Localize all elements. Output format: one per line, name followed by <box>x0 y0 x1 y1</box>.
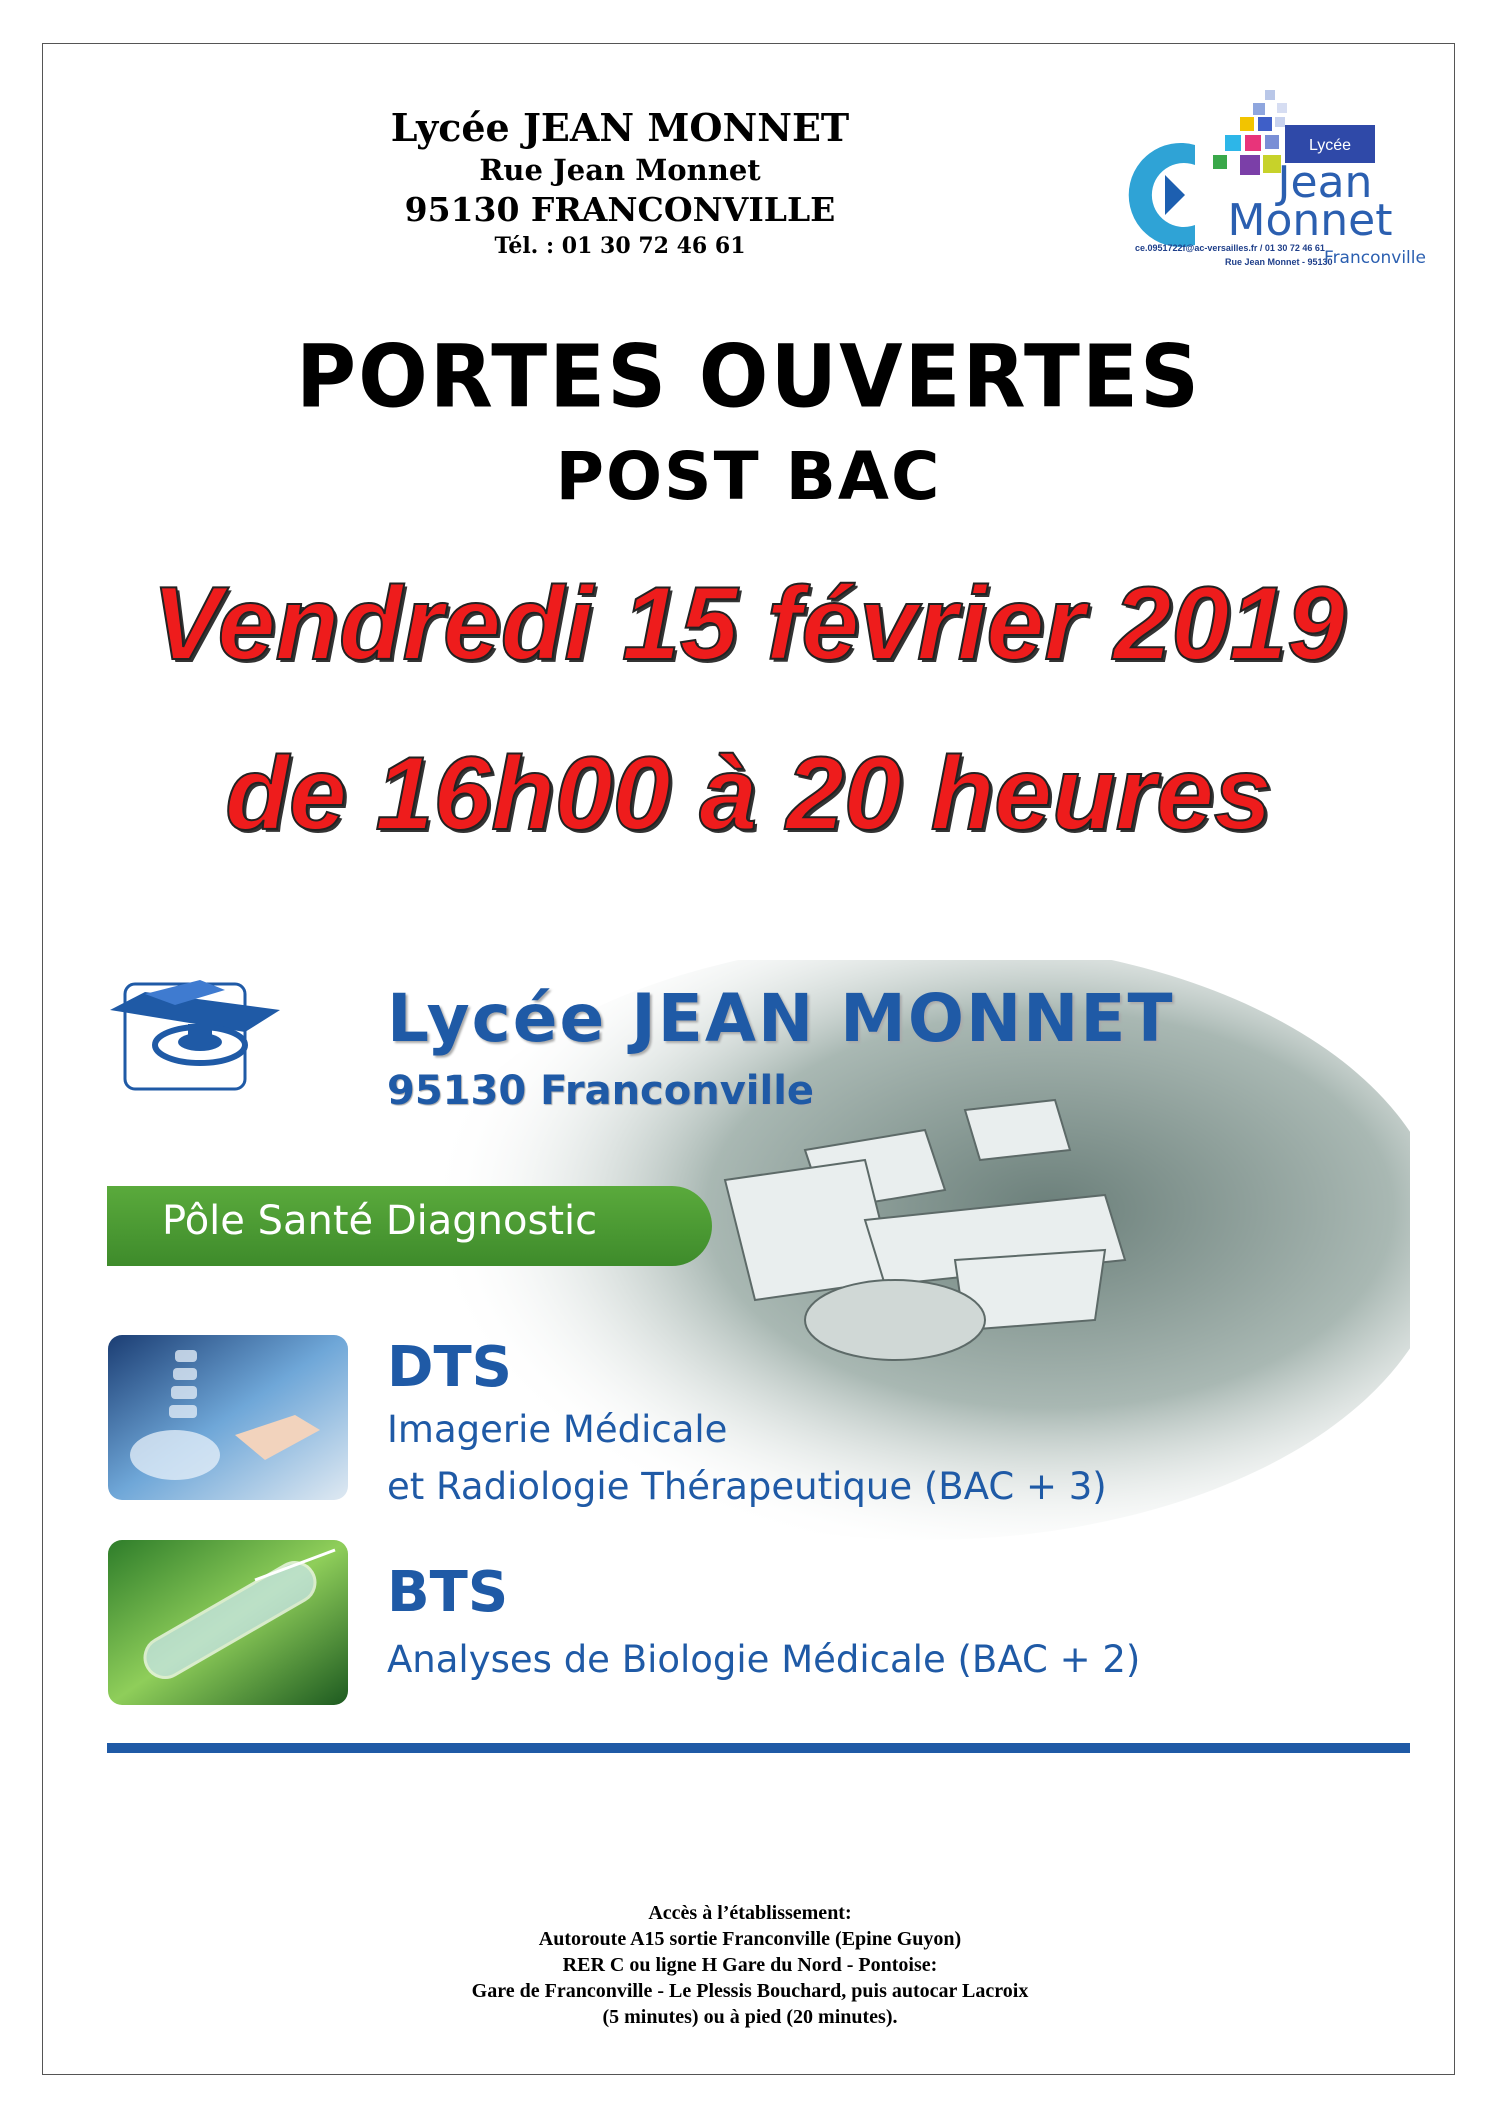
pole-label: Pôle Santé Diagnostic <box>162 1198 598 1244</box>
access-line: (5 minutes) ou à pied (20 minutes). <box>602 2006 898 2028</box>
logo-tag: Lycée <box>1308 137 1352 154</box>
event-time: de 16h00 à 20 heures <box>225 736 1272 852</box>
dts-title: DTS <box>387 1335 513 1400</box>
access-line: Autoroute A15 sortie Franconville (Epine Guyon) <box>538 1928 962 1950</box>
bts-line-1-text: Analyses de Biologie Médicale <box>387 1638 946 1681</box>
divider-bar <box>107 1743 1410 1753</box>
logo-name-1: Jean <box>1277 157 1373 208</box>
logo-address: Rue Jean Monnet - 95130 <box>1225 257 1333 267</box>
school-address <box>300 105 940 261</box>
school-city: 95130 FRANCONVILLE <box>404 190 836 229</box>
banner-subtitle: 95130 Franconville <box>387 1068 815 1114</box>
school-logo-icon <box>1125 85 1445 275</box>
bts-title: BTS <box>387 1560 509 1625</box>
access-line: Gare de Franconville - Le Plessis Bouchard, puis autocar Lacroix <box>471 1980 1029 2002</box>
dts-line-2-text: et Radiologie Thérapeutique <box>387 1465 913 1508</box>
logo-name-2: Monnet <box>1227 195 1393 246</box>
logo-contact: ce.0951722f@ac-versailles.fr / 01 30 72 46 61 <box>1135 243 1325 253</box>
xray-image <box>108 1335 348 1500</box>
dts-line-1: Imagerie Médicale <box>387 1408 728 1451</box>
access-heading: Accès à l’établissement: <box>648 1902 852 1924</box>
dts-level: (BAC + 3) <box>923 1465 1107 1508</box>
logo-town: Franconville <box>1324 248 1426 268</box>
logo-wedge <box>1165 175 1185 215</box>
pole-badge <box>107 1186 712 1266</box>
banner-title: Lycée JEAN MONNET <box>387 980 1175 1057</box>
headline-post-bac: POST BAC <box>555 438 942 515</box>
banner-logo-icon <box>110 980 280 1089</box>
headline-portes-ouvertes: PORTES OUVERTES <box>295 327 1202 428</box>
event-date: Vendredi 15 février 2019 <box>152 566 1345 682</box>
school-street: Rue Jean Monnet <box>479 153 761 187</box>
access-line: RER C ou ligne H Gare du Nord - Pontoise: <box>562 1954 938 1976</box>
dts-line-2 <box>387 1465 1107 1508</box>
access-info <box>300 1900 1200 2030</box>
bts-line-1 <box>387 1638 1140 1681</box>
school-name: Lycée JEAN MONNET <box>390 105 850 150</box>
school-phone: Tél. : 01 30 72 46 61 <box>494 233 746 259</box>
bts-level: (BAC + 2) <box>957 1638 1141 1681</box>
logo-arc <box>1129 143 1195 247</box>
